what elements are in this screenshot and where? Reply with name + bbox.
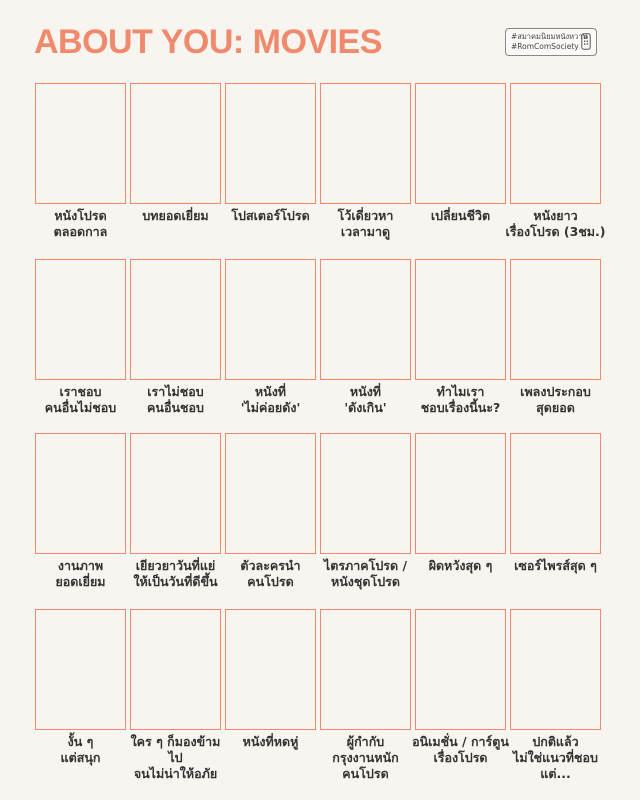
photo-frame[interactable]	[225, 259, 316, 380]
cell-label: งานภาพ ยอดเยี่ยม	[55, 558, 106, 589]
cell-label: งั้น ๆ แต่สนุก	[60, 734, 101, 765]
hashtag-text	[511, 32, 588, 52]
cell-label: โว้เดี่ยวหา เวลามาดู	[337, 208, 394, 239]
cell-label: เราไม่ชอบ คนอื่นชอบ	[147, 384, 204, 415]
cell-label: ใคร ๆ ก็มองข้ามไป จนไม่น่าให้อภัย	[130, 734, 221, 781]
cell-label: เยียวยาวันที่แย่ ให้เป็นวันที่ดีขึ้น	[133, 558, 218, 589]
cell-label: เราชอบ คนอื่นไม่ชอบ	[44, 384, 117, 415]
photo-frame[interactable]	[510, 609, 601, 730]
photo-frame[interactable]	[320, 609, 411, 730]
photo-frame[interactable]	[130, 83, 221, 204]
photo-frame[interactable]	[415, 259, 506, 380]
cell-label: ผิดหวังสุด ๆ	[428, 558, 493, 573]
cell-label: หนังที่หดหู่	[242, 734, 299, 749]
cell-label: ผู้กำกับ กรุงงานหนัก คนโปรด	[332, 734, 399, 781]
cell-label: ตัวละครนำ คนโปรด	[240, 558, 301, 589]
hashtag-thai: #สมาคมนิยมหนังหวาน	[511, 32, 588, 41]
cell-label: หนังที่ 'ดังเกิน'	[344, 384, 387, 415]
photo-frame[interactable]	[415, 433, 506, 554]
cell-label: หนังที่ 'ไม่ค่อยดัง'	[240, 384, 301, 415]
photo-frame[interactable]	[35, 609, 126, 730]
cell-label: โปสเตอร์โปรด	[231, 208, 310, 223]
cell-label: หนังโปรด ตลอดกาล	[53, 208, 108, 239]
photo-frame[interactable]	[415, 609, 506, 730]
photo-frame[interactable]	[320, 433, 411, 554]
cell-label: ปกติแล้ว ไม่ใช่แนวที่ชอบ แต่...	[513, 734, 598, 781]
photo-frame[interactable]	[510, 259, 601, 380]
photo-frame[interactable]	[225, 83, 316, 204]
cell-label: บทยอดเยี่ยม	[142, 208, 209, 223]
photo-frame[interactable]	[130, 259, 221, 380]
cell-label: ทำไมเรา ชอบเรื่องนี้นะ?	[420, 384, 501, 415]
cell-label: เซอร์ไพรส์สุด ๆ	[514, 558, 597, 573]
hashtag-romcom: #RomComSociety	[511, 42, 579, 51]
photo-frame[interactable]	[225, 609, 316, 730]
photo-frame[interactable]	[225, 433, 316, 554]
cell-label: อนิเมชั่น / การ์ตูน เรื่องโปรด	[412, 734, 509, 765]
cell-label: เพลงประกอบ สุดยอด	[520, 384, 591, 415]
hashtag-badge	[505, 28, 597, 56]
photo-frame[interactable]	[130, 609, 221, 730]
photo-frame[interactable]	[35, 259, 126, 380]
cell-label: ไตรภาคโปรด / หนังชุดโปรด	[323, 558, 408, 589]
cell-label: หนังยาว เรื่องโปรด (3ชม.)	[505, 208, 606, 239]
photo-frame[interactable]	[510, 83, 601, 204]
cell-label: เปลี่ยนชีวิต	[430, 208, 491, 223]
page-title: ABOUT YOU: MOVIES	[34, 23, 382, 61]
photo-frame[interactable]	[130, 433, 221, 554]
photo-frame[interactable]	[320, 83, 411, 204]
photo-frame[interactable]	[35, 83, 126, 204]
photo-frame[interactable]	[35, 433, 126, 554]
photo-frame[interactable]	[320, 259, 411, 380]
photo-frame[interactable]	[415, 83, 506, 204]
photo-frame[interactable]	[510, 433, 601, 554]
remote-control-icon	[581, 33, 591, 50]
